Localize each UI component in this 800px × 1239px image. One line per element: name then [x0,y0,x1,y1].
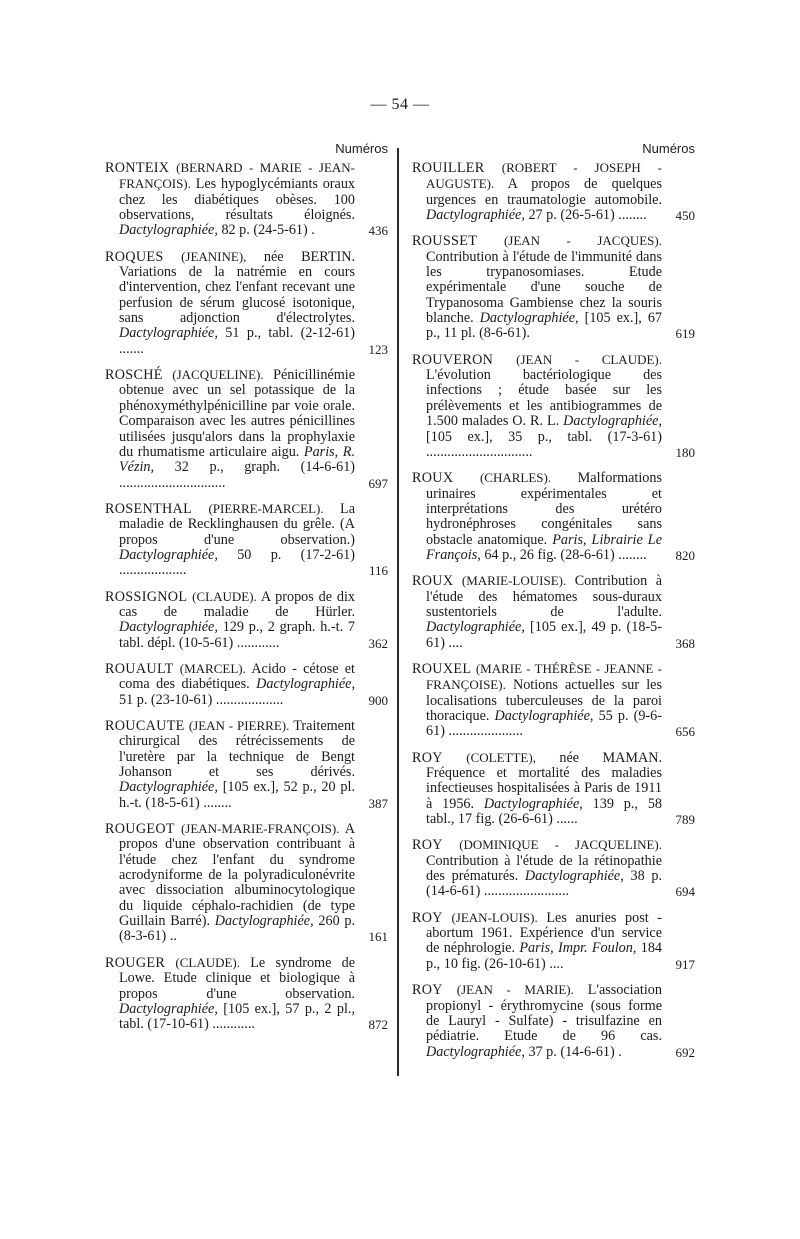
author-first-names: (MARIE - THÉRÈSE - JEANNE - FRANÇOISE). [426,660,662,693]
entry-number: 180 [675,444,695,460]
thesis-title: A propos de quelques urgences en traumatologie automobile. [426,176,662,208]
author-first-names: (PIERRE-MARCEL). [208,500,324,516]
entry-text [105,821,355,945]
author-name: ROQUES [105,248,164,265]
publication-info: Dactylographiée, [426,1043,525,1060]
author-name: ROUGEOT [105,821,175,838]
entry-number: 900 [368,692,388,708]
publication-info: Dactylographiée, [119,325,218,342]
publication-details: 32 p., graph. (14-6-61) .............................. [119,459,356,491]
author-first-names: (JEAN - MARIE). [456,982,574,998]
author-name: ROUXEL [412,660,472,677]
thesis-title: L'association propionyl - érythromycine (sous forme de Lauryl - Sulfate) - trisulfazine en pédiatrie. Etude de 96 cas. [426,982,662,1045]
publication-details: 184 p., 10 fig. (26-10-61) .... [426,940,662,972]
bibliography-entry [412,233,695,341]
entry-number: 694 [675,884,695,900]
publication-info: Dactylographiée, [483,795,583,812]
bibliography-entry [105,955,388,1033]
entry-text [105,955,355,1033]
publication-details: 38 p. (14-6-61) ........................ [426,868,663,900]
publication-info: Paris, Impr. Foulon, [519,940,637,957]
entry-list [105,160,388,1033]
bibliography-entry [412,837,695,899]
publication-info: Dactylographiée, [119,222,218,239]
entry-text [105,718,355,811]
author-first-names: (JEAN-MARIE-FRANÇOIS). [180,821,340,837]
thesis-title: A propos de dix cas de maladie de Hürler. [119,588,355,620]
publication-info: Paris, R. Vézin, [119,443,355,476]
publication-details: [105 ex.], 35 p., tabl. (17-3-61) .............................. [426,428,662,460]
author-name: ROUVERON [412,351,494,368]
publication-info: Dactylographiée, [426,619,525,636]
bibliography-entry [105,821,388,945]
publication-details: 27 p. (26-5-61) ........ [528,207,647,224]
entry-text [412,573,662,651]
publication-info: Dactylographiée, [119,619,218,636]
entry-text [105,249,355,357]
publication-details: 37 p. (14-6-61) . [528,1043,622,1060]
publication-info: Dactylographiée, [494,708,594,724]
bibliography-entry [105,718,388,811]
publication-info: Dactylographiée, [563,413,662,430]
publication-details: [105 ex.], 49 p. (18-5-61) .... [426,619,663,651]
author-name: ROY [412,909,443,926]
entry-text [412,982,662,1060]
author-name: ROY [412,749,443,766]
entry-text [412,352,662,460]
entry-text [412,910,662,972]
author-first-names: (JEAN - PIERRE). [188,718,290,733]
entry-text [412,837,662,899]
publication-info: Dactylographiée, [214,913,314,930]
bibliography-entry [412,470,695,563]
author-name: ROSSIGNOL [105,588,188,605]
entry-number: 161 [368,929,388,945]
entry-text [412,233,662,341]
entry-number: 450 [675,208,695,224]
publication-details: 129 p., 2 graph. h.-t. 7 tabl. dépl. (10-5-61) ............ [119,619,355,651]
publication-info: Paris, Librairie Le François, [426,531,662,563]
bibliography-entry [412,661,695,740]
entry-number: 387 [368,795,388,811]
thesis-title: Traitement chirurgical des rétrécissements de l'uretère par la technique de Bengt Johanson et ses dérivés. [119,718,356,781]
author-name: ROY [412,982,443,999]
publication-info: Dactylographiée, [119,1000,218,1017]
entry-text [105,367,355,491]
publication-details: 82 p. (24-5-61) . [221,222,315,239]
author-first-names: (JEANINE), [181,248,247,264]
left-column [105,138,388,1043]
bibliography-entry [412,352,695,460]
publication-details: [105 ex.], 67 p., 11 pl. (8-6-61). [426,310,663,342]
thesis-title: A propos d'une observation contribuant à l'étude chez l'enfant du syndrome acrodyniforme de la polyradiculonévrite avec dissociation albuminocytologique du liquide céphalo-rachidien (de type Guillain Barré). [119,821,356,930]
author-first-names: (JEAN-LOUIS). [451,909,538,925]
thesis-title: Acido - cétose et coma des diabétiques. [119,660,355,693]
entry-number: 116 [368,563,388,579]
author-name: ROSENTHAL [105,500,193,517]
thesis-title: née BERTIN. Variations de la natrémie en cours d'intervention, chez l'enfant recevant une perfusion de sérum glucosé isotonique, sans adjonction d'électrolytes. [119,248,356,327]
entry-text [105,661,355,708]
column-header: Numéros [335,141,388,156]
publication-info: Dactylographiée, [119,546,218,563]
bibliography-entry [412,982,695,1060]
author-name: ROUX [412,470,454,487]
column-header: Numéros [642,141,695,156]
author-name: ROUILLER [412,160,485,176]
publication-info: Dactylographiée, [479,310,579,327]
entry-number: 820 [675,547,695,563]
entry-text [412,661,662,740]
publication-details: 50 p. (17-2-61) ................... [119,546,356,579]
bibliography-entry [105,589,388,651]
bibliography-entry [412,160,695,223]
entry-number: 692 [675,1044,695,1060]
publication-info: Dactylographiée, [256,676,355,693]
author-first-names: (JACQUELINE). [172,367,264,383]
bibliography-entry [105,501,388,579]
author-name: ROSCHÉ [105,367,163,384]
thesis-title: Contribution à l'étude des hématomes sous-duraux sustentoriels de l'adulte. [426,573,663,620]
thesis-title: Les hypoglycémiants oraux chez les diabétiques obèses. 100 observations, résultats éloignés. [119,176,356,224]
thesis-title: Les anuries post - abortum 1961. Expérience d'un service de néphrologie. [426,909,663,957]
author-first-names: (JEAN - CLAUDE). [516,351,662,367]
author-first-names: (JEAN - JACQUES). [503,233,662,249]
thesis-title: Malformations urinaires expérimentales et interprétations des urétéro hydronéphroses congénitales sans obstacle anatomique. [426,470,662,548]
publication-details: 139 p., 58 tabl., 17 fig. (26-6-61) ...... [426,795,662,828]
author-first-names: (ROBERT - JOSEPH - AUGUSTE). [426,160,662,192]
publication-info: Dactylographiée, [119,779,218,796]
entry-text [105,589,355,651]
entry-number: 123 [368,341,388,357]
thesis-title: Contribution à l'étude de l'immunité dans les trypanosomiases. Etude expérimentale d'une souche de Trypanosoma Gambiense chez la souris blanche. [426,248,662,327]
thesis-title: L'évolution bactériologique des infections ; étude basée sur les prélèvements et les antibiogrammes de 1.500 malades O. R. L. [426,367,662,430]
publication-details: 51 p., tabl. (2-12-61) ....... [119,325,355,357]
author-name: ROUCAUTE [105,718,185,734]
author-name: ROUGER [105,954,166,971]
entry-number: 789 [675,812,695,828]
entry-number: 362 [368,635,388,651]
thesis-title: Pénicillinémie obtenue avec un sel potassique de la phénoxyméthylpénicilline par voie orale. Comparaison avec les autres pénicillines utilisées jusqu'alors dans la prophylaxie du rhumatisme articulaire aigu. [119,367,356,460]
author-first-names: (COLETTE), [466,749,536,765]
entry-number: 368 [675,635,695,651]
author-name: ROUAULT [105,660,174,677]
publication-details: [105 ex.], 52 p., 20 pl. h.-t. (18-5-61) ........ [119,779,355,811]
right-column [412,138,695,1070]
publication-info: Dactylographiée, [426,207,525,224]
thesis-title: née MAMAN. Fréquence et mortalité des maladies infectieuses hospitalisées à Paris de 1911 à 1956. [426,749,662,812]
publication-details: 64 p., 26 fig. (28-6-61) ........ [484,546,647,563]
bibliography-entry [105,160,388,239]
entry-number: 872 [368,1017,388,1033]
entry-number: 619 [675,326,695,342]
page-number: — 54 — [370,96,430,113]
bibliography-entry [105,249,388,357]
author-first-names: (CLAUDE). [175,954,241,970]
author-first-names: (CLAUDE). [192,588,257,604]
thesis-title: Notions actuelles sur les localisations tuberculeuses de la paroi thoracique. [426,677,662,724]
entry-text [412,470,662,563]
entry-number: 656 [675,724,695,740]
author-first-names: (MARIE-LOUISE). [461,573,567,589]
entry-text [412,750,662,828]
bibliography-entry [105,367,388,491]
entry-number: 917 [675,956,695,972]
author-name: ROUX [412,573,454,590]
entry-text [105,160,355,239]
author-first-names: (MARCEL). [179,660,246,676]
bibliography-entry [412,750,695,828]
bibliography-entry [412,573,695,651]
author-name: ROY [412,837,443,854]
entry-number: 697 [368,475,388,491]
entry-list [412,160,695,1060]
bibliography-entry [105,661,388,708]
publication-details: [105 ex.], 57 p., 2 pl., tabl. (17-10-61) ............ [119,1000,355,1033]
publication-info: Dactylographiée, [524,868,624,885]
thesis-title: Contribution à l'étude de la rétinopathie des prématurés. [426,852,662,885]
publication-details: 55 p. (9-6-61) ..................... [426,708,662,740]
thesis-title: Le syndrome de Lowe. Etude clinique et biologique à propos d'une observation. [119,954,356,1002]
thesis-title: La maladie de Recklinghausen du grêle. (A propos d'une observation.) [119,500,355,548]
entry-number: 436 [368,223,388,239]
author-first-names: (BERNARD - MARIE - JEAN-FRANÇOIS). [119,160,355,192]
column-divider [397,148,399,1076]
entry-text [105,501,355,579]
publication-details: 260 p. (8-3-61) .. [119,913,356,945]
author-first-names: (CHARLES). [479,470,552,486]
author-name: ROUSSET [412,233,478,250]
entry-text [412,160,662,223]
publication-details: 51 p. (23-10-61) ................... [119,691,284,708]
bibliography-entry [412,910,695,972]
author-first-names: (DOMINIQUE - JACQUELINE). [459,837,663,853]
author-name: RONTEIX [105,160,170,176]
